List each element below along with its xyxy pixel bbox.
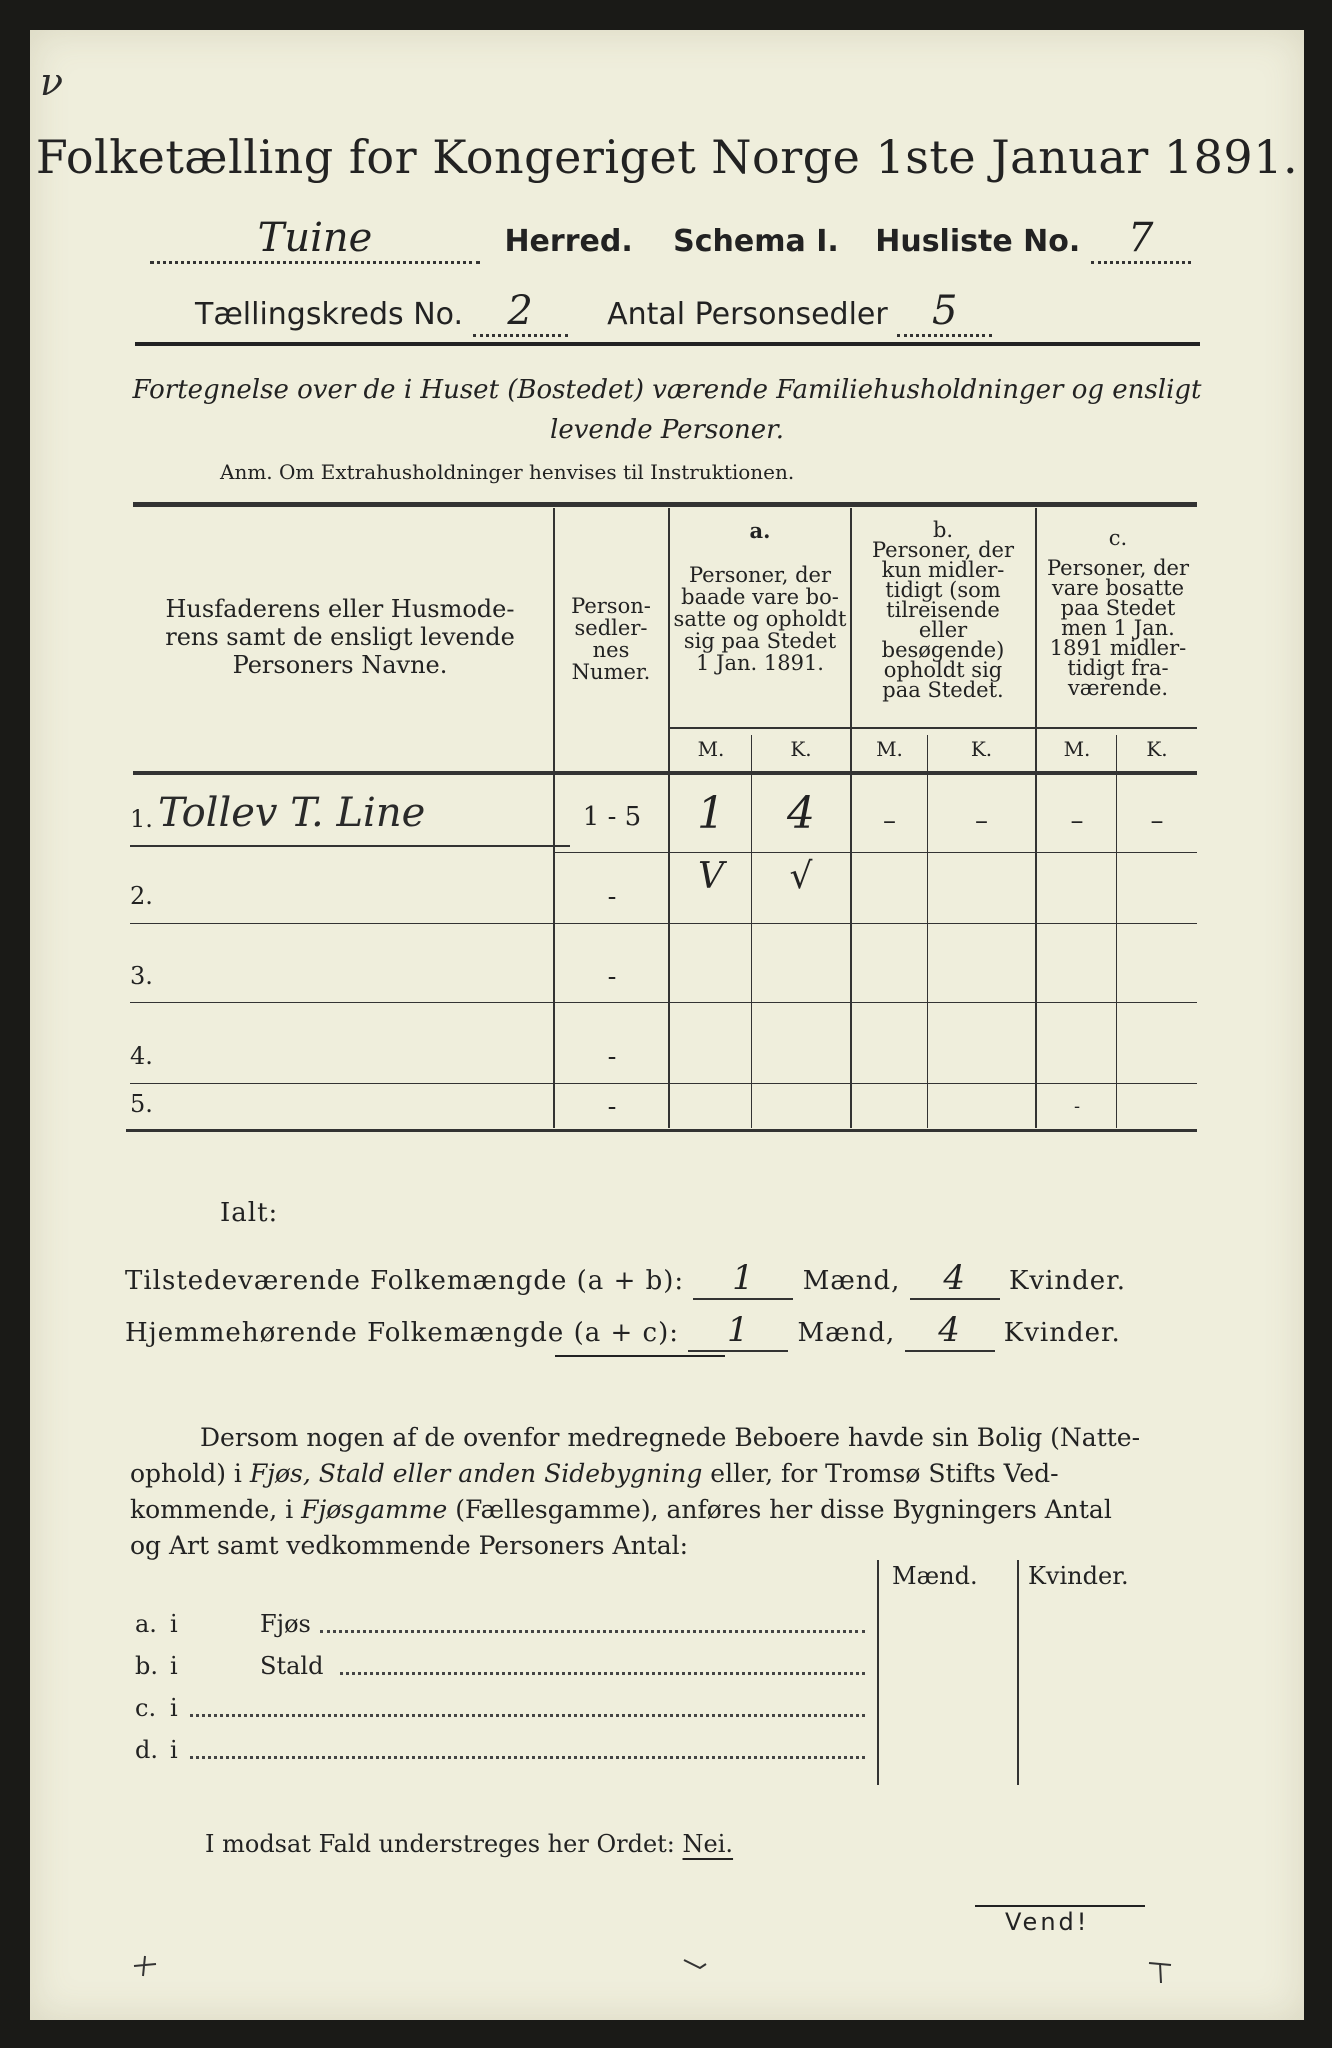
col-name-header [135, 595, 545, 679]
bolig-item-c-dots [190, 1714, 865, 1717]
bolig-item-b-i: i [170, 1652, 178, 1680]
row-2-num: 2. [130, 882, 153, 910]
row-1-b-m: – [883, 806, 896, 836]
row-rule [130, 845, 570, 847]
husliste-value: 7 [1127, 215, 1154, 261]
herred-label: Herred. [504, 224, 633, 259]
row-1-c-k: – [1150, 806, 1164, 836]
row-2-a-k: √ [789, 856, 813, 897]
col-a-header-line: 1 Jan. 1891. [696, 651, 824, 675]
row-1-name: Tollev T. Line [158, 790, 426, 836]
table-bottom-rule [126, 1129, 1197, 1132]
col-c-letter: c. [1108, 526, 1128, 550]
bolig-item-d-dots [190, 1756, 865, 1759]
bolig-item-a-i: i [170, 1610, 178, 1638]
row-3-sedler: - [607, 962, 617, 992]
para-text: eller, for Tromsø Stifts Ved- [702, 1459, 1059, 1488]
table-header-rule [133, 771, 1197, 775]
row-2-sedler: - [607, 882, 617, 912]
row-4-num: 4. [130, 1042, 153, 1070]
para-italic: Fjøsgamme [301, 1495, 448, 1524]
col-name-header-line: rens samt de ensligt levende [165, 623, 515, 651]
row-rule [553, 852, 1197, 853]
col-sep-1 [553, 508, 555, 1128]
antal-label: Antal Personsedler [607, 297, 888, 332]
col-b-header-line: kun midler- [881, 558, 1005, 582]
row-5-c-m: - [1073, 1096, 1081, 1117]
bolig-item-c-letter: c. [135, 1694, 157, 1722]
bolig-item-b-label: Stald [260, 1652, 324, 1680]
row-5-num: 5. [130, 1090, 153, 1118]
col-b-header-line: tidigt (som [885, 578, 1001, 602]
col-num-header-line: nes [592, 638, 630, 662]
tilstede-m-value: 1 [732, 1258, 755, 1298]
col-c-header [1038, 528, 1198, 698]
col-a-header-line: baade vare bo- [681, 585, 839, 609]
col-c-header-line: men 1 Jan. [1061, 616, 1175, 640]
hjemme-label: Hjemmehørende Folkemængde (a + c): [125, 1318, 679, 1348]
hjemme-k-field [905, 1310, 995, 1352]
herred-field [150, 215, 480, 264]
bolig-item-a-label: Fjøs [260, 1610, 311, 1638]
hjemme-kvinder: Kvinder. [1003, 1318, 1121, 1348]
corner-ornament-right-icon [1145, 1955, 1175, 1985]
col-c-header-line: værende. [1067, 676, 1169, 700]
section-divider [555, 1355, 725, 1357]
col-num-header [556, 595, 666, 683]
bolig-item-a-letter: a. [135, 1610, 157, 1638]
anm-note: Anm. Om Extrahusholdninger henvises til Instruktionen. [220, 460, 795, 484]
col-b-header-line: besøgende) [881, 638, 1005, 662]
row-3-num: 3. [130, 962, 153, 990]
husliste-field [1091, 215, 1191, 264]
bolig-item-d-i: i [170, 1736, 178, 1764]
col-b-header-line: paa Stedet. [882, 678, 1004, 702]
hjemme-m-field [688, 1310, 788, 1352]
bolig-maend-header: Mænd. [892, 1562, 978, 1590]
col-a-header-line: satte og opholdt [673, 607, 847, 631]
row-1-b-k: – [975, 806, 988, 836]
row-rule [130, 923, 1197, 924]
header-rule [135, 342, 1200, 346]
tilstede-line [125, 1258, 1205, 1300]
modsat-line [205, 1830, 733, 1858]
bolig-item-b-dots [340, 1672, 865, 1675]
bolig-item-d-letter: d. [135, 1736, 158, 1764]
row-1-a-m: 1 [697, 788, 725, 839]
ialt-label: Ialt: [220, 1198, 279, 1228]
bolig-item-b-letter: b. [135, 1652, 158, 1680]
vend-rule [975, 1905, 1145, 1907]
col-num-header-line: Numer. [571, 660, 651, 684]
schema-label: Schema I. [673, 224, 839, 259]
col-sep-b-mk [927, 735, 928, 1128]
herred-value: Tuine [257, 215, 373, 261]
para-text: ophold) i [130, 1459, 250, 1488]
para-line-3 [130, 1492, 1204, 1528]
col-b-header-line: opholdt sig [883, 658, 1003, 682]
row-1-sedler: 1 - 5 [582, 802, 642, 832]
kreds-field [473, 288, 568, 337]
col-a-k-label: K. [790, 737, 812, 761]
col-a-header [671, 520, 849, 674]
form-title: Folketælling for Kongeriget Norge 1ste Januar 1891. [35, 130, 1299, 184]
antal-value: 5 [932, 288, 958, 334]
row-2-a-m: V [698, 856, 724, 897]
tilstede-k-value: 4 [943, 1258, 967, 1298]
col-b-header [852, 520, 1034, 700]
col-c-k-label: K. [1146, 737, 1168, 761]
husliste-label: Husliste No. [875, 224, 1081, 259]
corner-mark: ν [40, 60, 64, 104]
col-b-k-label: K. [970, 737, 993, 761]
tilstede-k-field [910, 1258, 1000, 1300]
bolig-kvinder-header: Kvinder. [1028, 1562, 1129, 1590]
bolig-item-a-dots [320, 1630, 865, 1633]
para-line-4: og Art samt vedkommende Personers Antal: [130, 1531, 689, 1560]
kreds-line [195, 288, 1205, 337]
kreds-label: Tællingskreds No. [195, 297, 463, 332]
para-line-1: Dersom nogen af de ovenfor medregnede Beboere havde sin Bolig (Natte- [200, 1423, 1141, 1452]
para-text: (Fællesgamme), anføres her disse Bygningers Antal [447, 1495, 1112, 1524]
tilstede-m-field [693, 1258, 793, 1300]
corner-ornament-left-icon [130, 1950, 160, 1980]
col-a-header-line: Personer, der [688, 563, 832, 587]
col-a-header-line: sig paa Stedet [683, 629, 837, 653]
tilstede-maend: Mænd, [802, 1266, 901, 1296]
row-1-c-m: – [1070, 806, 1084, 836]
col-num-header-line: Person- [571, 594, 651, 618]
col-sep-2 [668, 508, 670, 1128]
modsat-word: Nei. [682, 1830, 734, 1858]
para-line-2 [130, 1456, 1204, 1492]
col-name-header-line: Husfaderens eller Husmode- [165, 595, 515, 623]
hjemme-m-value: 1 [726, 1310, 750, 1350]
hjemme-k-value: 4 [938, 1310, 961, 1350]
antal-field [897, 288, 992, 337]
col-b-header-line: tilreisende [886, 598, 1000, 622]
row-rule [130, 1002, 1197, 1003]
tilstede-kvinder: Kvinder. [1008, 1266, 1127, 1296]
center-ornament-icon [680, 1950, 710, 1980]
col-c-header-line: paa Stedet [1060, 596, 1176, 620]
col-c-m-label: M. [1063, 737, 1091, 761]
col-c-header-line: Personer, der [1046, 556, 1190, 580]
row-rule [130, 1083, 1197, 1084]
hjemme-line [125, 1310, 1205, 1352]
tilstede-label: Tilstedeværende Folkemængde (a + b): [125, 1266, 685, 1296]
subtitle-line-1: Fortegnelse over de i Huset (Bostedet) værende Familiehusholdninger og ensligt [132, 375, 1202, 405]
col-b-header-line: Personer, der [871, 538, 1015, 562]
para-text: kommende, i [130, 1495, 302, 1524]
row-1-a-k: 4 [787, 788, 815, 839]
row-5-sedler: - [607, 1092, 617, 1122]
col-name-header-line: Personers Navne. [232, 651, 448, 679]
row-1-num: 1. [130, 805, 153, 833]
col-b-letter: b. [932, 518, 954, 542]
modsat-label: I modsat Fald understreges her Ordet: [205, 1830, 675, 1858]
subtitle [130, 370, 1204, 450]
col-sep-c-mk [1116, 735, 1117, 1128]
row-4-sedler: - [607, 1042, 617, 1072]
col-b-header-line: eller [918, 618, 968, 642]
table-top-rule [133, 502, 1197, 507]
col-a-m-label: M. [697, 737, 725, 761]
herred-line [150, 215, 1200, 264]
bolig-col-sep-2 [1017, 1560, 1019, 1785]
mk-top-rule [670, 727, 1197, 729]
col-sep-4 [1035, 508, 1037, 1128]
col-b-m-label: M. [876, 737, 903, 761]
vend-text: Vend! [1005, 1908, 1090, 1936]
kreds-value: 2 [507, 288, 533, 334]
col-a-letter: a. [749, 518, 771, 543]
col-c-header-line: vare bosatte [1051, 576, 1185, 600]
bolig-paragraph [130, 1420, 1204, 1564]
bolig-item-c-i: i [170, 1694, 178, 1722]
col-c-header-line: 1891 midler- [1049, 636, 1187, 660]
col-num-header-line: sedler- [574, 616, 648, 640]
bolig-col-sep-1 [877, 1560, 879, 1785]
subtitle-line-2: levende Personer. [550, 415, 784, 445]
hjemme-maend: Mænd, [797, 1318, 896, 1348]
census-form-page [30, 30, 1304, 2020]
col-c-header-line: tidigt fra- [1067, 656, 1169, 680]
para-italic: Fjøs, Stald eller anden Sidebygning [249, 1459, 703, 1488]
